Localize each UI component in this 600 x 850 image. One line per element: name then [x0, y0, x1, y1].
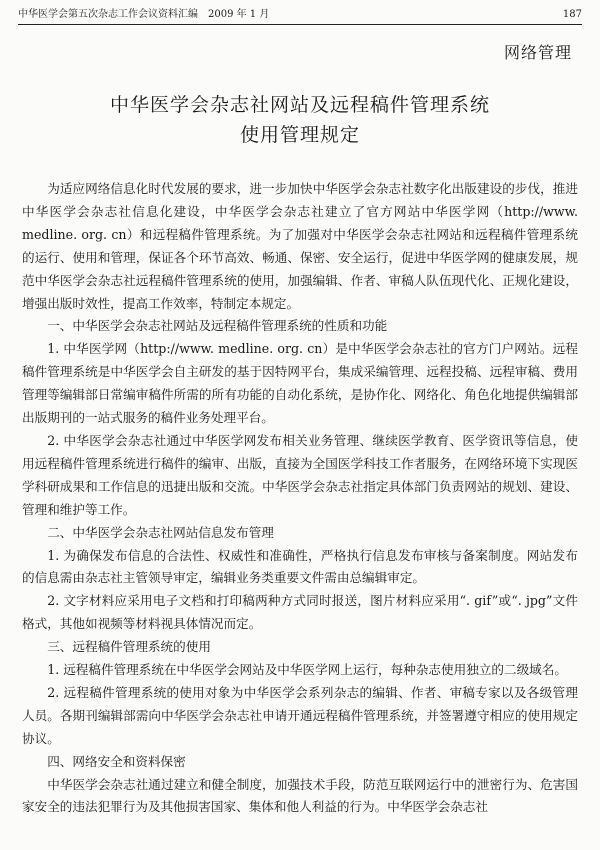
paragraph-intro: 为适应网络信息化时代发展的要求，进一步加快中华医学会杂志社数字化出版建设的步伐，推进中华医学会杂志社信息化建设，中华医学会杂志社建立了官方网站中华医学网（http://www. medline. org. cn）和远程稿件管理系统。为了加强对中华医学会杂志社网站和远程稿件管理系统的运行、使用和管理，保证各个环节高效、畅通、保密、安全运行，促进中华医学网的健康发展，规范中华医学会杂志社远程稿件管理系统的使用，加强编辑、作者、审稿人队伍现代化、正规化建设，增强出版时效性，提高工作效率，特制定本规定。 [22, 181, 578, 311]
title-line-2: 使用管理规定 [239, 124, 360, 146]
paragraph-2-2: 2. 文字材料应采用电子文档和打印稿两种方式同时报送，图片材料应采用“. gif”或“. jpg”文件格式，其他如视频等材料视具体情况而定。 [22, 593, 578, 632]
article-body [22, 178, 578, 819]
page-number: 187 [562, 9, 582, 20]
heading-section-2: 二、中华医学会杂志社网站信息发布管理 [47, 524, 274, 540]
section-tag: 网络管理 [503, 43, 572, 62]
paragraph-3-1: 1. 远程稿件管理系统在中华医学会网站及中华医学网上运行，每种杂志使用独立的二级域名。 [47, 662, 567, 678]
title-line-1: 中华医学会杂志社网站及远程稿件管理系统 [109, 94, 490, 116]
paragraph-3-2: 2. 远程稿件管理系统的使用对象为中华医学会系列杂志的编辑、作者、审稿专家以及各级管理人员。各期刊编辑部需向中华医学会杂志社申请开通远程稿件管理系统，并签署遵守相应的使用规定协议。 [22, 684, 578, 746]
article-title [0, 90, 600, 150]
paragraph-4-1: 中华医学会杂志社通过建立和健全制度，加强技术手段，防范互联网运行中的泄密行为、危害国家安全的违法犯罪行为及其他损害国家、集体和他人利益的行为。中华医学会杂志社 [22, 776, 578, 815]
running-header [18, 8, 582, 25]
paragraph-2-1: 1. 为确保发布信息的合法性、权威性和准确性，严格执行信息发布审核与备案制度。网站发布的信息需由杂志社主管领导审定，编辑业务类重要文件需由总编辑审定。 [22, 547, 578, 586]
heading-section-1: 一、中华医学会杂志社网站及远程稿件管理系统的性质和功能 [47, 318, 388, 334]
heading-section-3: 三、远程稿件管理系统的使用 [47, 639, 211, 655]
journal-header: 中华医学会第五次杂志工作会议资料汇编 2009 年 1 月 [18, 9, 270, 20]
paragraph-1-1: 1. 中华医学网（http://www. medline. org. cn）是中华医学会杂志社的官方门户网站。远程稿件管理系统是中华医学会自主研发的基于因特网平台，集成采编管理、远程投稿、远程审稿、费用管理等编辑部日常编审稿件所需的所有功能的自动化系统，是协作化、网络化、角色化地提供编辑部出版期刊的一站式服务的稿件业务处理平台。 [22, 341, 578, 426]
heading-section-4: 四、网络安全和资料保密 [47, 753, 186, 769]
paragraph-1-2: 2. 中华医学会杂志社通过中华医学网发布相关业务管理、继续医学教育、医学资讯等信息，使用远程稿件管理系统进行稿件的编审、出版，直接为全国医学科技工作者服务，在网络环境下实现医学科研成果和工作信息的迅捷出版和交流。中华医学会杂志社指定具体部门负责网站的规划、建设、管理和维护等工作。 [22, 432, 578, 517]
